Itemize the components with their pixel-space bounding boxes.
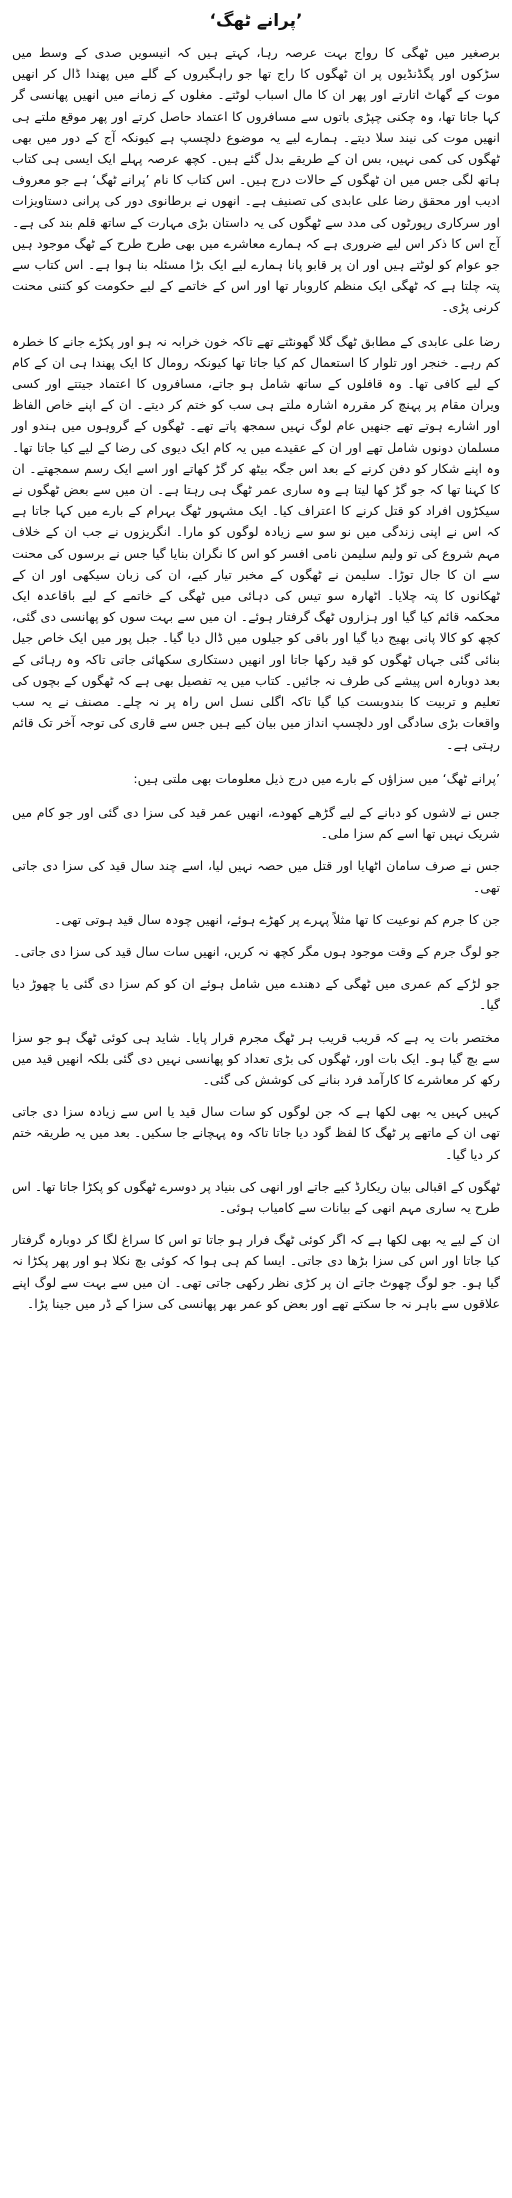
list-item: ان کے لیے یہ بھی لکھا ہے کہ اگر کوئی ٹھگ فرار ہو جاتا تو اس کا سراغ لگا کر دوبارہ گرفتار کیا جاتا اور اس کی سزا بڑھا دی جاتی۔ ایسا کم ہی ہوا کہ کوئی بچ نکلا ہو اور پھر پکڑا نہ گیا ہو۔ جو لوگ چھوٹ جاتے ان پر کڑی نظر رکھی جاتی تھی۔ ان میں سے بہت سے لوگ اپنے علاقوں سے باہر نہ جا سکتے تھے اور بعض کو عمر بھر پھانسی کی سزا کے ڈر میں جینا پڑا۔ bbox=[12, 1232, 500, 1311]
list-item: جس نے لاشوں کو دبانے کے لیے گڑھے کھودے، انھیں عمر قید کی سزا دی گئی اور جو کام میں شریک نہیں تھا اسے کم سزا ملی۔ bbox=[12, 804, 500, 842]
article-title: ’پرانے ٹھگ‘ bbox=[209, 11, 303, 31]
list-item: مختصر بات یہ ہے کہ قریب قریب ہر ٹھگ مجرم قرار پایا۔ شاید ہی کوئی ٹھگ ہو جو سزا سے بچ گیا ہو۔ ایک بات اور، ٹھگوں کی بڑی تعداد کو پھانسی نہیں دی گئی بلکہ انھیں قید میں رکھ کر معاشرے کا کارآمد فرد بنانے کی کوشش کی گئی۔ bbox=[12, 1029, 500, 1087]
paragraph-body: رضا علی عابدی کے مطابق ٹھگ گلا گھونٹتے تھے تاکہ خون خرابہ نہ ہو اور پکڑے جانے کا خطرہ کم رہے۔ خنجر اور تلوار کا استعمال کم کیا جاتا تھا کیونکہ رومال کا ایک پھندا ہی ان کے کام کے لیے کافی تھا۔ وہ قافلوں کے ساتھ شامل ہو جاتے، مسافروں کا اعتماد جیتتے اور کسی ویران مقام پر پہنچ کر مقررہ اشارہ ملتے ہی سب کو ختم کر دیتے۔ ان کے اپنے خاص الفاظ اور اشارے ہوتے تھے جنھیں عام لوگ نہیں سمجھ پاتے تھے۔ ٹھگوں کے گروہوں میں ہندو اور مسلمان دونوں شامل تھے اور ان کے عقیدے میں یہ کام ایک دیوی کی رضا کے لیے کیا جاتا تھا۔ وہ اپنے شکار کو دفن کرنے کے بعد اس جگہ بیٹھ کر گڑ کھاتے اور اسے ایک رسم سمجھتے۔ ان کا کہنا تھا کہ جو گڑ کھا لیتا ہے وہ ساری عمر ٹھگ ہی رہتا ہے۔ ان میں سے بعض ٹھگوں نے سیکڑوں افراد کو قتل کرنے کا اعتراف کیا۔ ایک مشہور ٹھگ بہرام کے بارے میں کہا جاتا ہے کہ اس نے اپنی زندگی میں نو سو سے زیادہ لوگوں کو مارا۔ انگریزوں نے جب ان کے خلاف مہم شروع کی تو ولیم سلیمن نامی افسر کو اس کا نگران بنایا گیا جس نے برسوں کی محنت سے ان کا جال توڑا۔ سلیمن نے ٹھگوں کے مخبر تیار کیے، ان کی زبان سیکھی اور ان کے ٹھکانوں کا پتہ چلایا۔ اٹھارہ سو تیس کی دہائی میں ٹھگی کے خاتمے کے لیے باقاعدہ ایک محکمہ قائم کیا گیا اور ہزاروں ٹھگ گرفتار ہوئے۔ ان میں سے بہت سوں کو پھانسی دی گئی، کچھ کو کالا پانی بھیج دیا گیا اور باقی کو جیلوں میں ڈال دیا گیا۔ جبل پور میں ایک خاص جیل بنائی گئی جہاں ٹھگوں کو قید رکھا جاتا اور انھیں دستکاری سکھائی جاتی تاکہ وہ رہائی کے بعد دوبارہ اس پیشے کی طرف نہ جائیں۔ کتاب میں یہ تفصیل بھی ہے کہ ٹھگوں کے بچوں کی تعلیم و تربیت کا بندوبست کیا گیا تاکہ اگلی نسل اس راہ پر نہ چلے۔ مصنف نے یہ سب واقعات بڑی سادگی اور دلچسپ انداز میں بیان کیے ہیں جس سے قاری کی توجہ آخر تک قائم رہتی ہے۔ bbox=[12, 333, 500, 752]
list-item: جو لڑکے کم عمری میں ٹھگی کے دھندے میں شامل ہوئے ان کو کم سزا دی گئی یا چھوڑ دیا گیا۔ bbox=[12, 976, 500, 1013]
list-item: ٹھگوں کے اقبالی بیان ریکارڈ کیے جاتے اور انھی کی بنیاد پر دوسرے ٹھگوں کو پکڑا جاتا تھا۔ اس طرح یہ ساری مہم انھی کے بیانات سے کامیاب ہوئی۔ bbox=[12, 1178, 500, 1215]
list-item: جس نے صرف سامان اٹھایا اور قتل میں حصہ نہیں لیا، اسے چند سال قید کی سزا دی جاتی تھی۔ bbox=[12, 858, 500, 895]
list-item: جن کا جرم کم نوعیت کا تھا مثلاً پہرے پر کھڑے ہوئے، انھیں چودہ سال قید ہوتی تھی۔ bbox=[53, 911, 500, 927]
paragraph-intro: برصغیر میں ٹھگی کا رواج بہت عرصہ رہا، کہتے ہیں کہ انیسویں صدی کے وسط میں سڑکوں اور پگڈنڈیوں پر ان ٹھگوں کا راج تھا جو راہگیروں کے گلے میں پھندا ڈال کر انھیں موت کے گھاٹ اتارتے اور پھر ان کا مال اسباب لوٹتے۔ مغلوں کے زمانے میں انھیں پھانسی گر کہا جاتا تھا، وہ چکنی چپڑی باتوں سے مسافروں کا اعتماد حاصل کرتے اور پھر موقع ملتے ہی انھیں موت کی نیند سلا دیتے۔ ہمارے لیے یہ موضوع دلچسپ ہے کیونکہ آج کے دور میں بھی ٹھگوں کی کمی نہیں، بس ان کے طریقے بدل گئے ہیں۔ کچھ عرصہ پہلے ایک ایسی ہی کتاب ہاتھ لگی جس میں ان ٹھگوں کے حالات درج ہیں۔ اس کتاب کا نام ’پرانے ٹھگ‘ ہے جو معروف ادیب اور محقق رضا علی عابدی کی تصنیف ہے۔ انھوں نے برطانوی دور کی پرانی دستاویزات اور سرکاری رپورٹوں کی مدد سے ٹھگوں کی یہ داستان بڑی مہارت کے ساتھ قلم بند کی ہے۔ آج اس کا ذکر اس لیے ضروری ہے کہ ہمارے معاشرے میں بھی طرح طرح کے ٹھگ موجود ہیں جو عوام کو لوٹتے ہیں اور ان پر قابو پانا ہمارے لیے ایک بڑا مسئلہ بنا ہوا ہے۔ اس کتاب سے پتہ چلتا ہے کہ ٹھگی ایک منظم کاروبار تھا اور اس کے خاتمے کے لیے حکومت کو کتنی محنت کرنی پڑی۔ bbox=[12, 45, 500, 315]
punishment-list bbox=[12, 802, 500, 1314]
list-intro: ’پرانے ٹھگ‘ میں سزاؤں کے بارے میں درج ذیل معلومات بھی ملتی ہیں: bbox=[133, 770, 500, 786]
list-item: کہیں کہیں یہ بھی لکھا ہے کہ جن لوگوں کو سات سال قید یا اس سے زیادہ سزا دی جاتی تھی ان کے ماتھے پر ٹھگ کا لفظ گود دیا جاتا تاکہ وہ پہچانے جا سکیں۔ بعد میں یہ طریقہ ختم کر دیا گیا۔ bbox=[12, 1104, 500, 1162]
list-item: جو لوگ جرم کے وقت موجود ہوں مگر کچھ نہ کریں، انھیں سات سال قید کی سزا دی جاتی۔ bbox=[13, 943, 500, 959]
